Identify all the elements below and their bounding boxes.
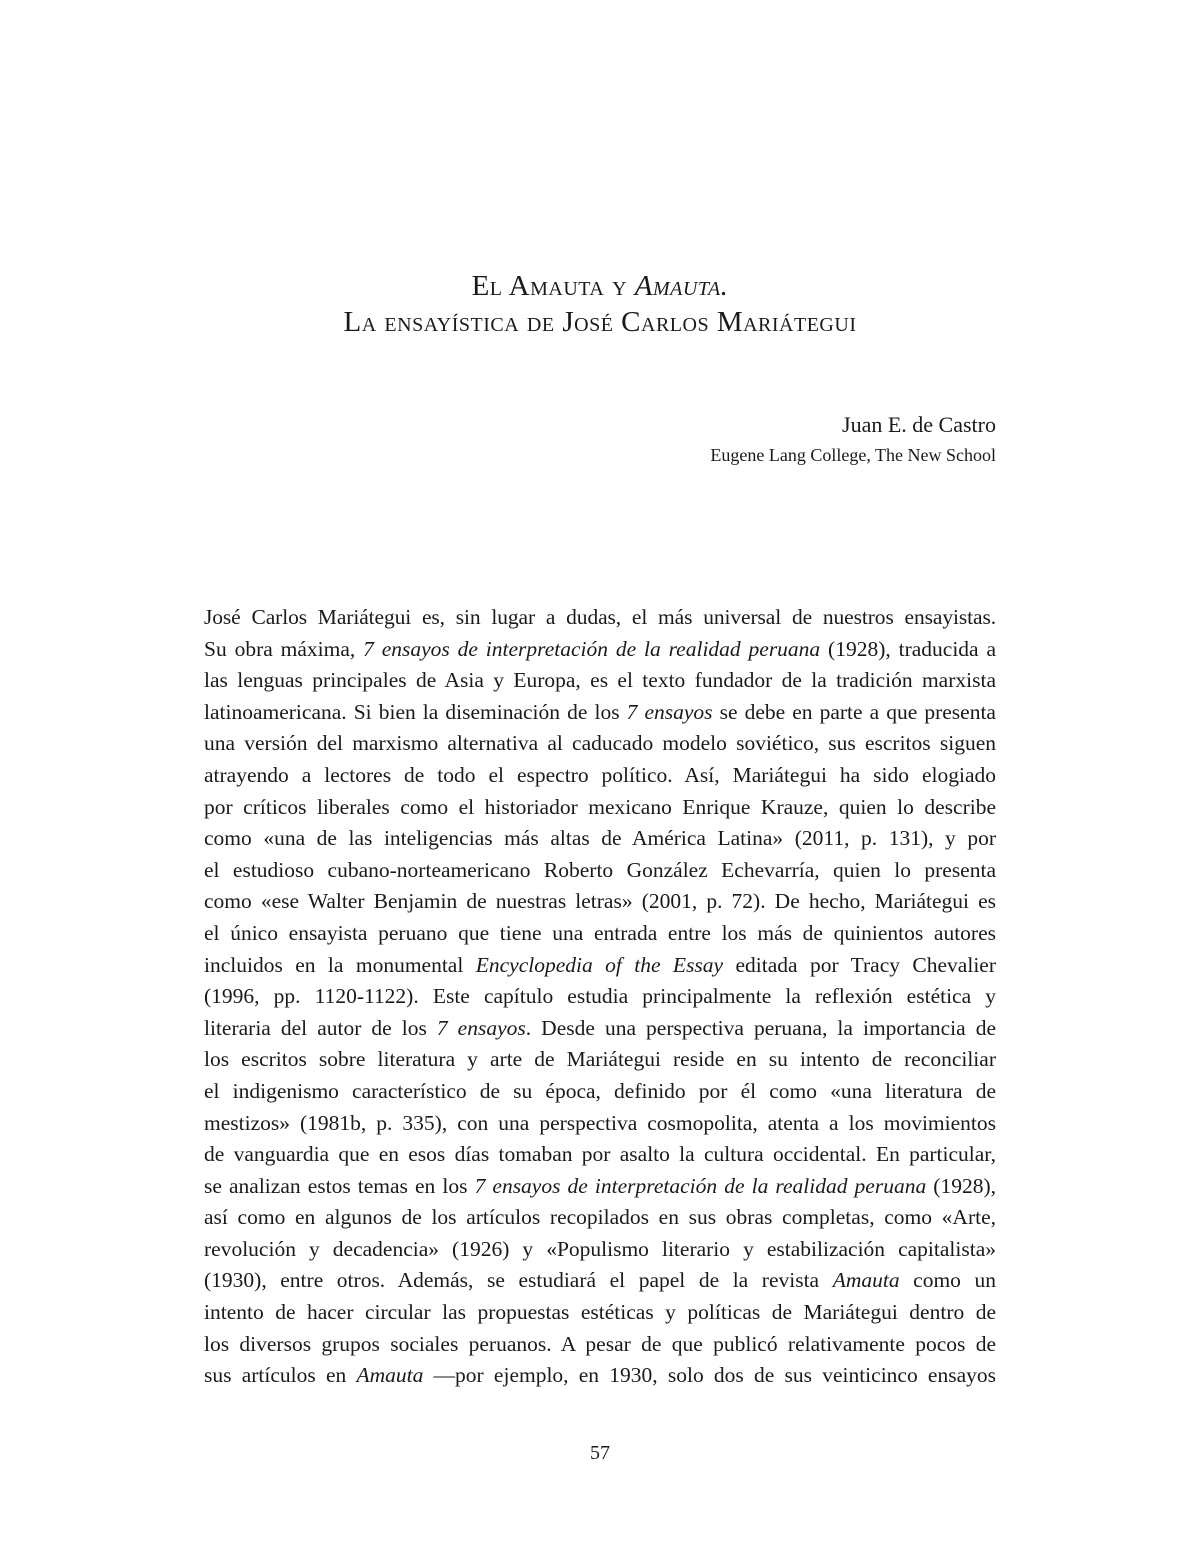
chapter-title-text: El Amauta y [471, 270, 635, 302]
body-text-segment: el único ensayista peruano que tiene una entrada entre los más de quinientos autores [204, 920, 996, 945]
body-line [204, 1234, 996, 1266]
body-text-segment: —por ejemplo, en 1930, solo dos de sus veinticinco ensayos [423, 1363, 996, 1388]
body-text-segment: se debe en parte a que presenta [712, 699, 996, 724]
chapter-title-line-1 [204, 268, 996, 304]
italic-title-reference: 7 ensayos de interpretación de la realidad peruana [474, 1173, 927, 1198]
body-line [204, 918, 996, 950]
body-line [204, 1171, 996, 1203]
body-text-segment: como «ese Walter Benjamin de nuestras letras» (2001, p. 72). De hecho, Mariátegui es [204, 889, 996, 914]
italic-title-reference: 7 ensayos [626, 699, 713, 724]
chapter-title-italic-text: Amauta. [634, 270, 729, 302]
body-paragraph [204, 602, 996, 1392]
body-line [204, 1202, 996, 1234]
chapter-subtitle: La ensayística de José Carlos Mariátegui [343, 306, 857, 338]
body-line [204, 1044, 996, 1076]
body-line [204, 855, 996, 887]
body-text-segment: como un [899, 1268, 996, 1293]
author-name: Juan E. de Castro [842, 412, 996, 437]
body-text-segment: (1928), [926, 1173, 996, 1198]
body-text-segment: las lenguas principales de Asia y Europa, es el texto fundador de la tradición marxista [204, 668, 996, 693]
body-text-segment: latinoamericana. Si bien la diseminación de los [204, 699, 627, 724]
italic-title-reference: Encyclopedia of the Essay [475, 952, 724, 977]
body-text-segment: una versión del marxismo alternativa al caducado modelo soviético, sus escritos siguen [204, 731, 996, 756]
body-line [204, 697, 996, 729]
body-line [204, 1265, 996, 1297]
body-line [204, 1076, 996, 1108]
body-line [204, 1013, 996, 1045]
body-text-segment: los diversos grupos sociales peruanos. A pesar de que publicó relativamente pocos de [204, 1331, 996, 1356]
page-number: 57 [590, 1442, 610, 1464]
body-text-segment: José Carlos Mariátegui es, sin lugar a dudas, el más universal de nuestros ensayistas. [204, 605, 996, 629]
body-text-segment: como «una de las inteligencias más altas de América Latina» (2011, p. 131), y por [204, 826, 996, 851]
italic-title-reference: Amauta [356, 1363, 424, 1388]
body-text-segment: así como en algunos de los artículos recopilados en sus obras completas, como «Arte, [204, 1205, 996, 1230]
body-text-segment: atrayendo a lectores de todo el espectro político. Así, Mariátegui ha sido elogiado [204, 762, 996, 787]
body-line [204, 634, 996, 666]
body-text-segment: (1930), entre otros. Además, se estudiará el papel de la revista [204, 1268, 833, 1293]
body-text-segment: incluidos en la monumental [204, 952, 476, 977]
body-line [204, 728, 996, 760]
body-text-segment: el indigenismo característico de su época, definido por él como «una literatura de [204, 1078, 996, 1103]
body-line [204, 1108, 996, 1140]
body-line [204, 950, 996, 982]
body-line [204, 886, 996, 918]
body-line [204, 1329, 996, 1361]
body-line [204, 665, 996, 697]
body-text-segment: sus artículos en [204, 1363, 357, 1388]
italic-title-reference: Amauta [832, 1268, 900, 1293]
body-text-segment: el estudioso cubano-norteamericano Roberto González Echevarría, quien lo presenta [204, 857, 996, 882]
body-text-segment: Su obra máxima, [204, 636, 364, 661]
body-line [204, 981, 996, 1013]
author-block [710, 410, 996, 468]
italic-title-reference: 7 ensayos de interpretación de la realidad peruana [363, 636, 821, 661]
body-text-segment: por críticos liberales como el historiador mexicano Enrique Krauze, quien lo describe [204, 794, 996, 819]
italic-title-reference: 7 ensayos [436, 1015, 526, 1040]
body-text-segment: los escritos sobre literatura y arte de Mariátegui reside en su intento de reconciliar [204, 1047, 996, 1072]
chapter-title [204, 268, 996, 340]
body-text-segment: de vanguardia que en esos días tomaban por asalto la cultura occidental. En particular, [204, 1142, 996, 1167]
body-line [204, 760, 996, 792]
body-line [204, 1360, 996, 1392]
body-text-segment: (1996, pp. 1120-1122). Este capítulo estudia principalmente la reflexión estética y [204, 984, 996, 1009]
body-line [204, 823, 996, 855]
body-text-segment: se analizan estos temas en los [204, 1173, 475, 1198]
body-text-segment: revolución y decadencia» (1926) y «Populismo literario y estabilización capitalista» [204, 1236, 996, 1261]
body-line [204, 792, 996, 824]
body-text-segment: intento de hacer circular las propuestas estéticas y políticas de Mariátegui dentro de [204, 1300, 996, 1325]
author-affiliation: Eugene Lang College, The New School [710, 445, 996, 465]
body-text-segment: editada por Tracy Chevalier [723, 952, 996, 977]
body-text-segment: (1928), traducida a [820, 636, 996, 661]
body-text-segment: . Desde una perspectiva peruana, la importancia de [525, 1015, 997, 1040]
body-text-segment: literaria del autor de los [204, 1015, 437, 1040]
body-text-segment: mestizos» (1981b, p. 335), con una perspectiva cosmopolita, atenta a los movimientos [204, 1110, 996, 1135]
body-line [204, 602, 996, 634]
body-line [204, 1297, 996, 1329]
body-line [204, 1139, 996, 1171]
